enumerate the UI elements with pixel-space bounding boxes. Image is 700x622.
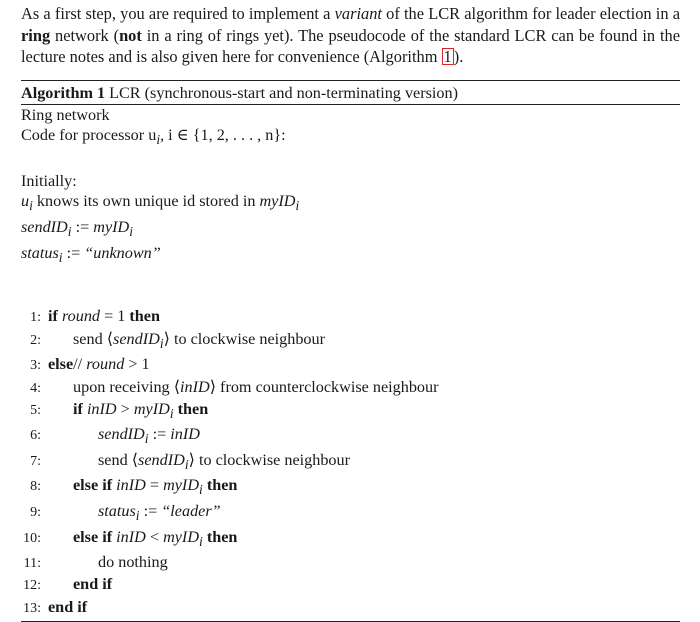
pseudocode-line: [21, 354, 680, 376]
subscript: i: [199, 533, 203, 549]
code-text: upon receiving ⟨: [73, 377, 181, 396]
variable: round: [61, 307, 101, 326]
keyword: then: [202, 476, 238, 495]
code-for-text: Code for processor u: [21, 126, 157, 144]
subscript: i: [135, 508, 140, 524]
pseudocode-line: [21, 306, 680, 328]
keyword: if: [48, 307, 62, 326]
keyword: else if: [73, 476, 117, 495]
variable: inID: [116, 527, 146, 546]
intro-text: As a first step, you are required to implement a: [21, 4, 335, 23]
pseudocode-line: [21, 377, 680, 399]
keyword: then: [202, 527, 238, 546]
spacer: [21, 268, 680, 288]
intro-text: of the LCR algorithm for leader election in a: [381, 4, 680, 23]
pseudocode-line: [21, 527, 680, 553]
variable: “leader”: [161, 501, 221, 520]
code-text: :=: [139, 501, 162, 520]
intro-bold-ring: ring: [21, 25, 51, 45]
line-number: 1:: [30, 310, 41, 326]
pseudocode-line: [21, 552, 680, 574]
variable: sendID: [138, 450, 185, 469]
sendid-value-sub: i: [129, 224, 133, 240]
code-for-subscript: i: [156, 132, 161, 148]
code-text: send ⟨: [98, 450, 139, 469]
keyword: end if: [48, 597, 88, 616]
variable: sendID: [98, 425, 145, 444]
line-number: 8:: [30, 479, 41, 495]
variable: myID: [163, 476, 200, 495]
keyword: end if: [73, 575, 113, 594]
algorithm-caption-text: LCR (synchronous-start and non-terminating version): [105, 83, 458, 102]
pseudocode-line: [21, 475, 680, 501]
spacer: [21, 288, 680, 306]
keyword: then: [173, 399, 209, 418]
pseudocode-line: [21, 597, 680, 619]
variable: myID: [163, 527, 200, 546]
status-sub: i: [58, 249, 63, 265]
knows-id-line: [21, 191, 680, 217]
sendid-init-line: [21, 217, 680, 243]
code-for-range: , i ∈ {1, 2, . . . , n}:: [160, 126, 286, 144]
ring-network-line: [21, 105, 680, 126]
intro-text: network (: [50, 25, 120, 45]
variable: inID: [180, 377, 210, 396]
code-text: = 1: [100, 307, 130, 326]
line-number: 2:: [30, 332, 41, 348]
line-number: 3:: [30, 358, 41, 374]
keyword: else if: [73, 527, 117, 546]
assign-op: :=: [62, 243, 85, 262]
subscript: i: [144, 431, 149, 447]
variable: status: [98, 501, 136, 520]
initially-line: [21, 171, 680, 192]
assign-op: :=: [71, 217, 94, 236]
code-text: ⟩ to clockwise neighbour: [188, 450, 350, 469]
knows-myid-sub: i: [295, 198, 300, 214]
line-number: 9:: [30, 504, 41, 520]
line-number: 7:: [30, 453, 41, 469]
algorithm-lines: [21, 306, 680, 619]
keyword: else: [48, 355, 74, 374]
code-text: do nothing: [98, 553, 168, 572]
sendid-var: sendID: [21, 217, 68, 236]
sendid-value: myID: [93, 217, 130, 236]
keyword: if: [73, 399, 87, 418]
line-number: 13:: [23, 600, 41, 616]
sendid-sub: i: [67, 224, 72, 240]
keyword: then: [129, 307, 160, 326]
line-number: 10:: [23, 530, 41, 546]
code-text: > 1: [124, 355, 150, 374]
variable: inID: [116, 476, 146, 495]
spacer: [21, 151, 680, 171]
pseudocode-line: [21, 450, 680, 476]
ring-network-text: Ring network: [21, 105, 110, 124]
code-text: :=: [148, 425, 171, 444]
pseudocode-line: [21, 501, 680, 527]
subscript: i: [184, 457, 189, 473]
subscript: i: [169, 406, 174, 422]
pseudocode-line: [21, 399, 680, 425]
line-number: 12:: [23, 578, 41, 594]
intro-emphasis-variant: variant: [334, 4, 382, 23]
algorithm-reference-link[interactable]: 1: [443, 47, 452, 66]
subscript: i: [159, 335, 164, 351]
code-text: ⟩ from counterclockwise neighbour: [209, 377, 439, 396]
algorithm-caption: [21, 81, 680, 104]
initially-text: Initially:: [21, 171, 77, 190]
variable: inID: [170, 425, 200, 444]
knows-var-sub: i: [29, 198, 33, 214]
status-var: status: [21, 243, 59, 262]
line-number: 5:: [30, 402, 41, 418]
line-number: 11:: [23, 556, 41, 572]
intro-bold-not: not: [119, 25, 142, 45]
code-text: send ⟨: [73, 329, 114, 348]
line-number: 4:: [30, 380, 41, 396]
intro-text: ).: [453, 47, 464, 66]
variable: round: [86, 355, 125, 374]
line-number: 6:: [30, 428, 41, 444]
variable: myID: [133, 399, 170, 418]
code-for-line: [21, 125, 680, 151]
code-text: //: [73, 355, 87, 374]
intro-text: in a ring of rings yet). The pseudocode of the standard LCR can be found in the lecture notes and is also given here for convenience (Algorithm: [21, 25, 680, 66]
variable: sendID: [113, 329, 160, 348]
pseudocode-line: [21, 574, 680, 596]
knows-text: knows its own unique id stored in: [32, 192, 260, 211]
status-value: “unknown”: [84, 243, 161, 262]
intro-paragraph: [21, 0, 680, 68]
code-text: ⟩ to clockwise neighbour: [163, 329, 325, 348]
knows-var: u: [21, 192, 30, 211]
knows-myid: myID: [259, 192, 296, 211]
status-init-line: [21, 243, 680, 269]
code-text: =: [145, 476, 164, 495]
pseudocode-line: [21, 424, 680, 450]
code-text: <: [145, 527, 164, 546]
code-text: >: [116, 399, 134, 418]
subscript: i: [199, 482, 203, 498]
variable: inID: [86, 399, 117, 418]
pseudocode-line: [21, 329, 680, 355]
algorithm-label: Algorithm 1: [21, 83, 106, 102]
